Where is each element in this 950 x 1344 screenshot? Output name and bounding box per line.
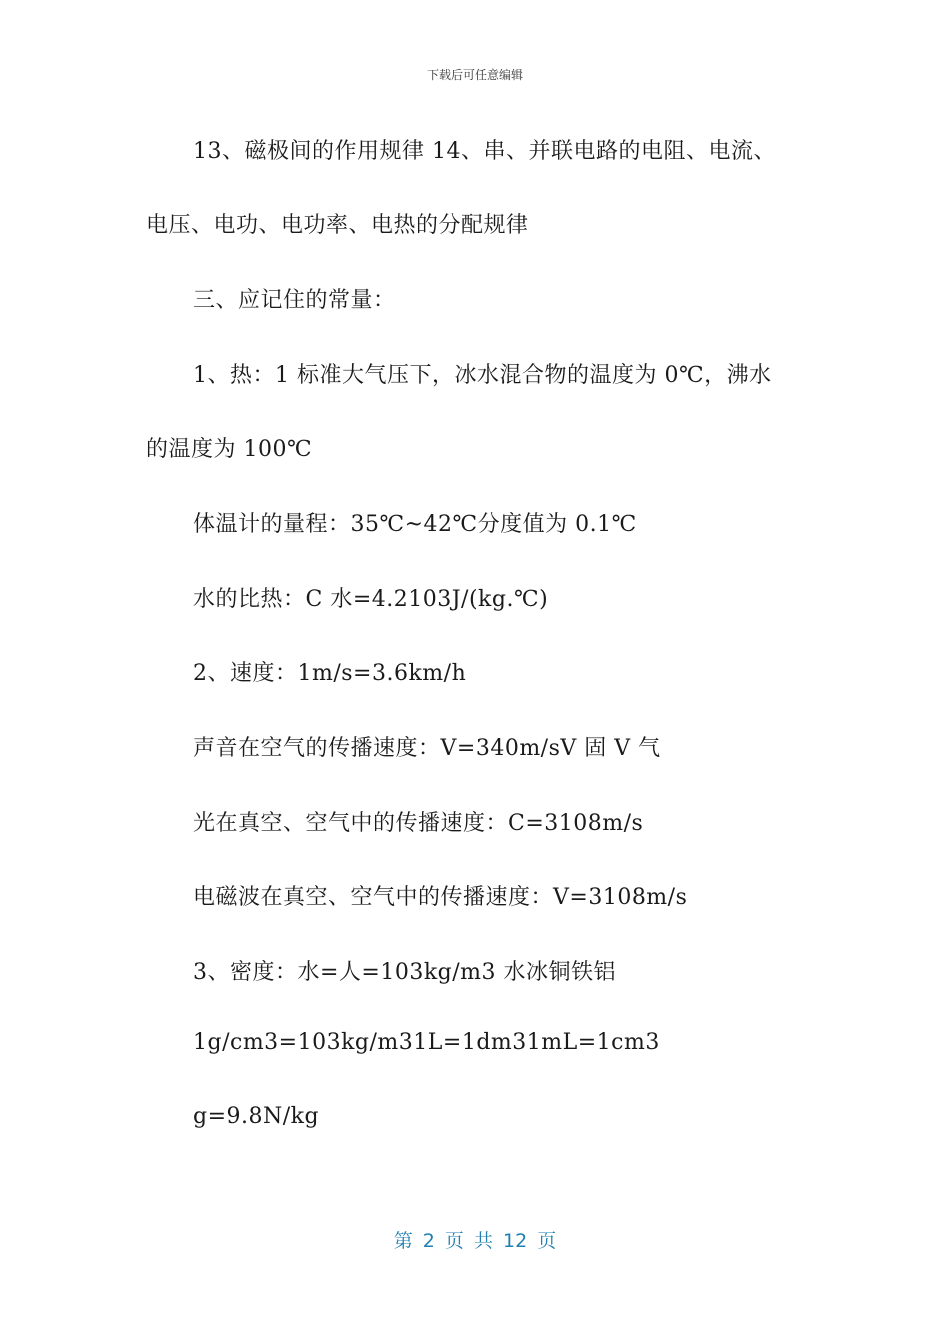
page-header: 下载后可任意编辑: [426, 68, 523, 82]
paragraph-line: 声音在空气的传播速度：V=340m/sV 固 V 气: [193, 736, 661, 761]
paragraph-line: 光在真空、空气中的传播速度：C=3108m/s: [193, 811, 644, 836]
paragraph-line: 的温度为 100℃: [146, 437, 313, 462]
paragraph-line: 电压、电功、电功率、电热的分配规律: [146, 213, 529, 238]
paragraph-line: 1g/cm3=103kg/m31L=1dm31mL=1cm3: [193, 1030, 660, 1055]
paragraph-line: 3、密度：水=人=103kg/m3 水冰铜铁铝: [193, 960, 617, 985]
paragraph-line: 电磁波在真空、空气中的传播速度：V=3108m/s: [193, 885, 688, 910]
page-footer: 第 2 页 共 12 页: [393, 1230, 557, 1252]
paragraph-line: 水的比热：C 水=4.2103J/(kg.℃): [193, 587, 549, 612]
paragraph-line: g=9.8N/kg: [193, 1104, 320, 1129]
section-heading: 三、应记住的常量：: [193, 288, 396, 313]
paragraph-line: 2、速度：1m/s=3.6km/h: [193, 661, 467, 686]
paragraph-line: 13、磁极间的作用规律 14、串、并联电路的电阻、电流、: [193, 139, 776, 164]
paragraph-line: 1、热：1 标准大气压下，冰水混合物的温度为 0℃，沸水: [193, 363, 772, 388]
paragraph-line: 体温计的量程：35℃~42℃分度值为 0.1℃: [193, 512, 637, 537]
